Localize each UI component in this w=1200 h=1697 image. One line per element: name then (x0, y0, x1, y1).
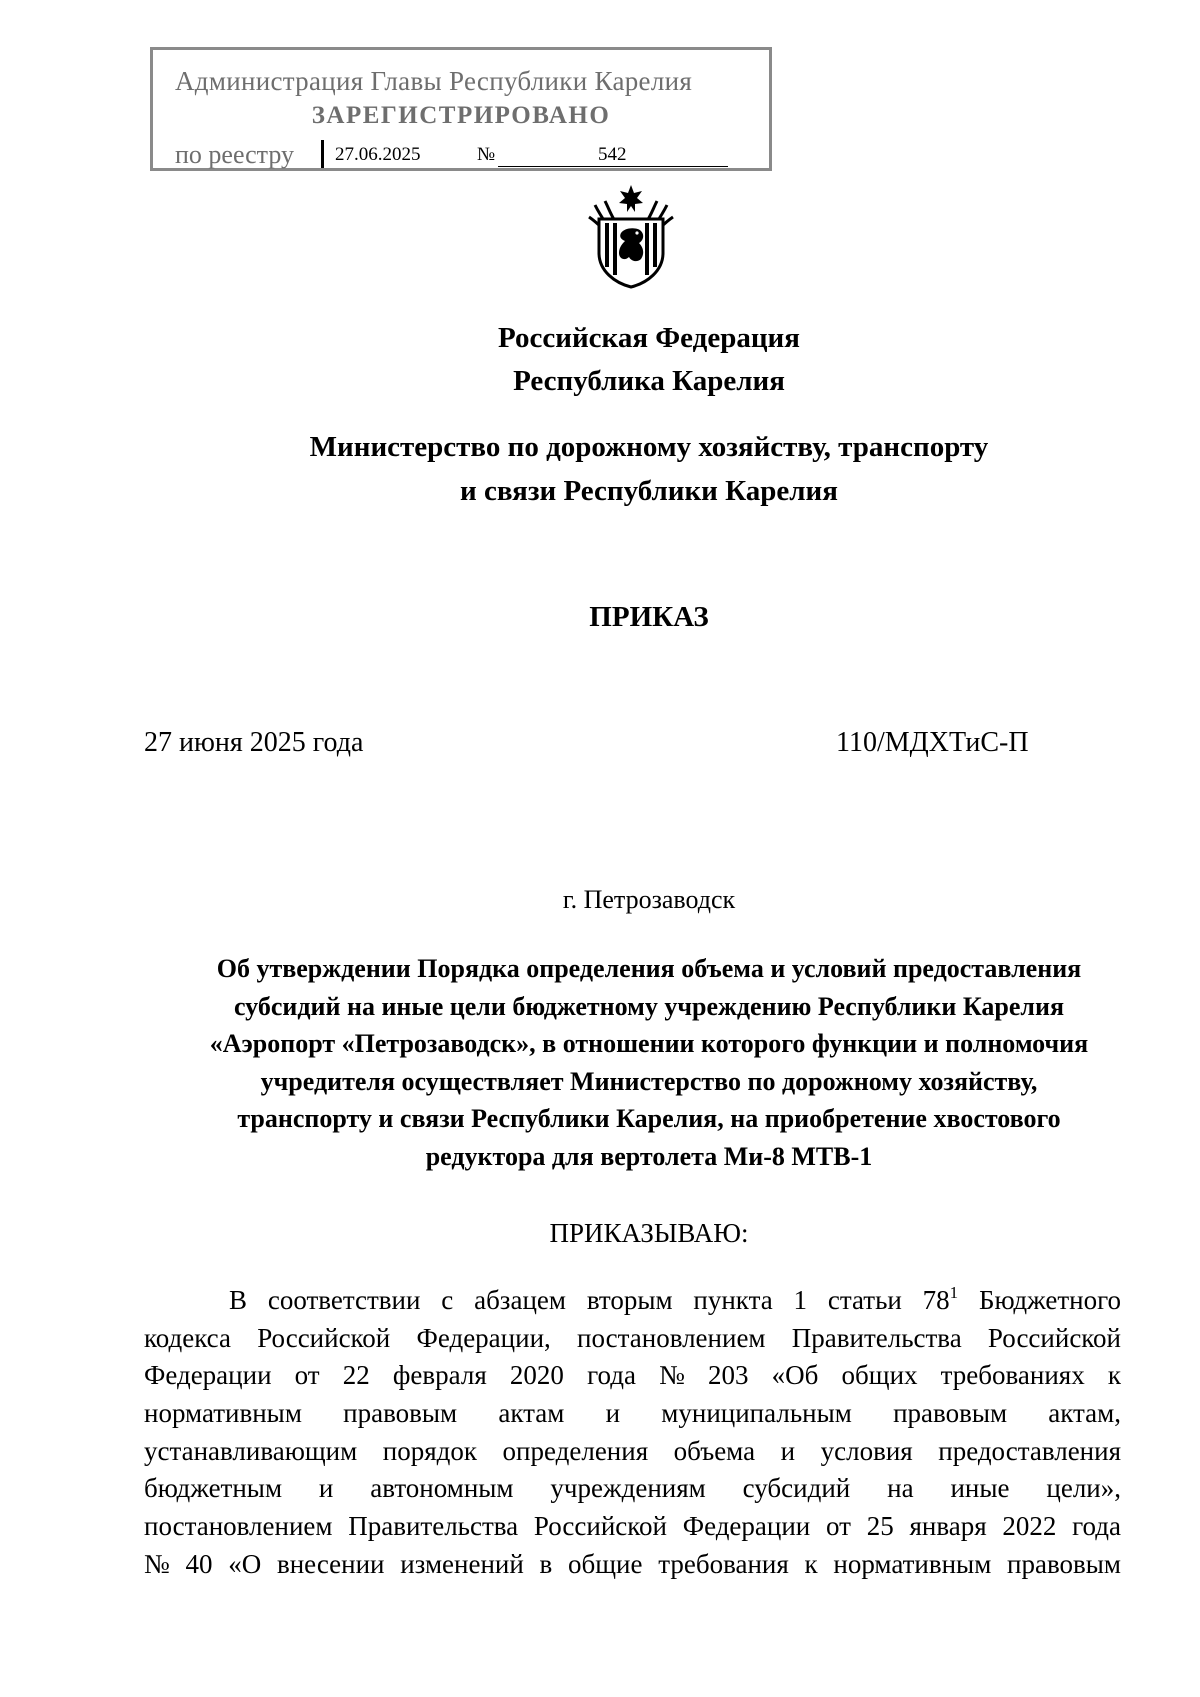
country-heading: Российская Федерация (498, 322, 800, 354)
order-date: 27 июня 2025 года (144, 727, 364, 758)
subject-line: субсидий на иные цели бюджетному учреждению Республики Карелия (233, 991, 1065, 1021)
body-line: нормативным правовым актам и муниципальным правовым актам, (144, 1398, 1121, 1429)
republic-heading: Республика Карелия (513, 365, 785, 397)
body-superscript: 1 (949, 1283, 959, 1302)
body-line: бюджетным и автономным учреждениям субсидий на иные цели», (144, 1473, 1121, 1504)
subject-line: учредителя осуществляет Министерство по дорожному хозяйству, (260, 1066, 1038, 1096)
stamp-registry-label: по реестру (175, 140, 295, 169)
ministry-heading-line1: Министерство по дорожному хозяйству, транспорту (309, 431, 989, 463)
subject-line: Об утверждении Порядка определения объема и условий предоставления (216, 954, 1082, 983)
stamp-number-underline (498, 166, 728, 167)
body-line: № 40 «О внесении изменений в общие требования к нормативным правовым (144, 1548, 1121, 1579)
body-line: постановлением Правительства Российской Федерации от 25 января 2022 года (144, 1511, 1121, 1542)
stamp-administration-text: Администрация Главы Республики Карелия (175, 66, 693, 96)
subject-line: транспорту и связи Республики Карелия, на приобретение хвостового (237, 1104, 1061, 1133)
registration-stamp (150, 47, 772, 171)
subject-line: редуктора для вертолета Ми-8 МТВ-1 (425, 1141, 873, 1171)
subject-line: «Аэропорт «Петрозаводск», в отношении которого функции и полномочия (209, 1029, 1089, 1058)
stamp-number: 542 (598, 144, 627, 165)
stamp-date: 27.06.2025 (335, 144, 421, 165)
city: г. Петрозаводск (562, 885, 736, 914)
body-line: устанавливающим порядок определения объема и условия предоставления (144, 1435, 1121, 1466)
order-subject (98, 950, 1200, 1175)
body-line: Федерации от 22 февраля 2020 года № 203 «Об общих требованиях к (144, 1360, 1121, 1391)
order-word: ПРИКАЗЫВАЮ: (549, 1218, 749, 1248)
body-paragraph (144, 1282, 1121, 1584)
coat-of-arms-icon (585, 183, 677, 289)
body-line-text: В соответствии с абзацем вторым пункта 1 статьи 78 (229, 1285, 950, 1315)
body-line-text: Бюджетного (958, 1285, 1121, 1315)
ministry-heading-line2: и связи Республики Карелия (460, 475, 838, 507)
stamp-divider (321, 140, 324, 168)
body-line (144, 1282, 1121, 1320)
stamp-number-sign: № (477, 144, 496, 165)
document-type-heading: ПРИКАЗ (589, 601, 709, 633)
order-number: 110/МДХТиС-П (836, 727, 1029, 758)
stamp-registered-text: ЗАРЕГИСТРИРОВАНО (311, 102, 611, 129)
body-line: кодекса Российской Федерации, постановлением Правительства Российской (144, 1322, 1121, 1353)
